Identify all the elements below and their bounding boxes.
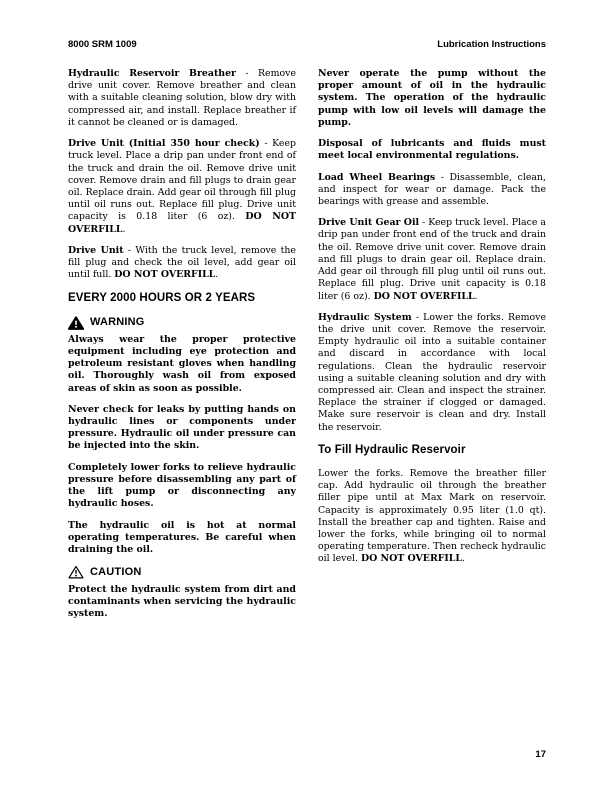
header-section-title: Lubrication Instructions <box>437 39 546 50</box>
body-text: - Remove drive unit cover. Remove breather and clean with a suitable cleaning solution, blow dry with compressed air, and install. Replace breather if it cannot be cleaned or is damaged. <box>68 68 296 128</box>
bold-text: Disposal of lubricants and fluids must meet local environmental regulations. <box>318 138 546 162</box>
body-text: Lower the forks. Remove the breather filler cap. Add hydraulic oil through the breather filler pipe until at Max Mark on reservoir. Capacity is approximately 0.95 liter (1.0 qt). Install the breather cap and tighten. Raise and lower the forks, while bringing oil to normal operating temperature. Then recheck hydraulic oil level. <box>318 467 546 565</box>
bold-text: Drive Unit Gear Oil <box>318 217 420 229</box>
bold-text: Drive Unit <box>68 244 124 256</box>
bold-text: Drive Unit (Initial 350 hour check) <box>68 138 260 150</box>
running-header <box>68 39 546 50</box>
paragraph <box>318 138 546 162</box>
section-heading: EVERY 2000 HOURS OR 2 YEARS <box>68 291 256 304</box>
header-document-code: 8000 SRM 1009 <box>68 39 137 50</box>
body-text: - Lower the forks. Remove the drive unit cover. Remove the reservoir. Empty hydraulic oil into a suitable container and discard in accordance with local regulations. Clean the hydraulic reservoir using a suitable cleaning solution and dry with compressed air. Clean and inspect the strainer. Replace the strainer if clogged or damaged. Make sure reservoir is clean and dry. Install the reservoir. <box>318 311 546 433</box>
paragraph <box>318 217 546 303</box>
right-column <box>318 68 546 629</box>
body-text: - With the truck level, remove the fill plug and check the oil level, add gear oil until full. <box>68 244 296 281</box>
warning-icon <box>68 316 84 330</box>
bold-text: DO NOT OVERFILL <box>114 269 216 281</box>
paragraph <box>68 404 296 453</box>
bold-text: Always wear the proper protective equipment including eye protection and petroleum resistant gloves when handling oil. Thoroughly wash oil from exposed areas of skin as soon as possible. <box>68 333 296 394</box>
body-text: . <box>215 269 219 281</box>
paragraph <box>68 520 296 557</box>
warning-header <box>68 315 296 329</box>
bold-text: DO NOT OVERFILL <box>360 553 462 565</box>
paragraph <box>68 138 296 236</box>
bold-text: Hydraulic Reservoir Breather <box>68 68 237 79</box>
bold-text: Load Wheel Bearings <box>318 171 436 183</box>
paragraph <box>68 334 296 395</box>
caution-icon <box>68 565 84 579</box>
caution-header <box>68 565 296 579</box>
paragraph <box>68 68 296 129</box>
bold-text: Completely lower forks to relieve hydraulic pressure before disassembling any part of the lift pump or disconnecting any hydraulic hoses. <box>68 461 296 510</box>
left-column <box>68 68 296 629</box>
page-footer <box>535 749 546 760</box>
bold-text: DO NOT OVERFILL <box>68 211 296 235</box>
bold-text: Never operate the pump without the proper amount of oil in the hydraulic system. The operation of the hydraulic pump with low oil levels will damage the pump. <box>318 68 546 128</box>
body-text: . <box>474 290 478 302</box>
body-text: . <box>461 553 465 565</box>
body-text: - Keep truck level. Place a drip pan under front end of the truck and drain the oil. Remove drive unit cover. Remove drain and fill plugs to drain gear oil. Replace drain. Add gear oil through fill plug until oil runs out. Replace fill plug. Drive unit capacity is 0.18 liter (6 oz). <box>68 138 297 223</box>
warning-label: WARNING <box>90 316 145 329</box>
page-number: 17 <box>535 749 546 760</box>
paragraph <box>318 68 546 129</box>
section-heading: To Fill Hydraulic Reservoir <box>318 443 466 456</box>
paragraph <box>68 245 296 282</box>
paragraph <box>318 312 546 434</box>
two-column-body <box>68 68 546 629</box>
bold-text: Hydraulic System <box>318 311 412 323</box>
paragraph <box>68 584 296 621</box>
bold-text: The hydraulic oil is hot at normal operating temperatures. Be careful when draining the oil. <box>68 519 296 556</box>
bold-text: Protect the hydraulic system from dirt and contaminants when servicing the hydraulic system. <box>68 583 296 619</box>
body-text: - Keep truck level. Place a drip pan under front end of the truck and drain the oil. Remove drive unit cover. Remove drain and fill plugs to drain gear oil. Replace drain. Add gear oil through fill plug until oil runs out. Replace fill plug. Drive unit capacity is 0.18 liter (6 oz). <box>318 217 546 302</box>
body-text: . <box>122 223 126 235</box>
paragraph <box>318 468 546 566</box>
bold-text: Never check for leaks by putting hands on hydraulic lines or components under pressure. Hydraulic oil under pressure can be injected into the skin. <box>68 403 296 452</box>
body-text: - Disassemble, clean, and inspect for wear or damage. Pack the bearings with grease and assemble. <box>318 171 547 207</box>
paragraph <box>318 172 546 209</box>
caution-label: CAUTION <box>90 566 142 579</box>
bold-text: DO NOT OVERFILL <box>373 290 475 302</box>
paragraph <box>68 462 296 511</box>
